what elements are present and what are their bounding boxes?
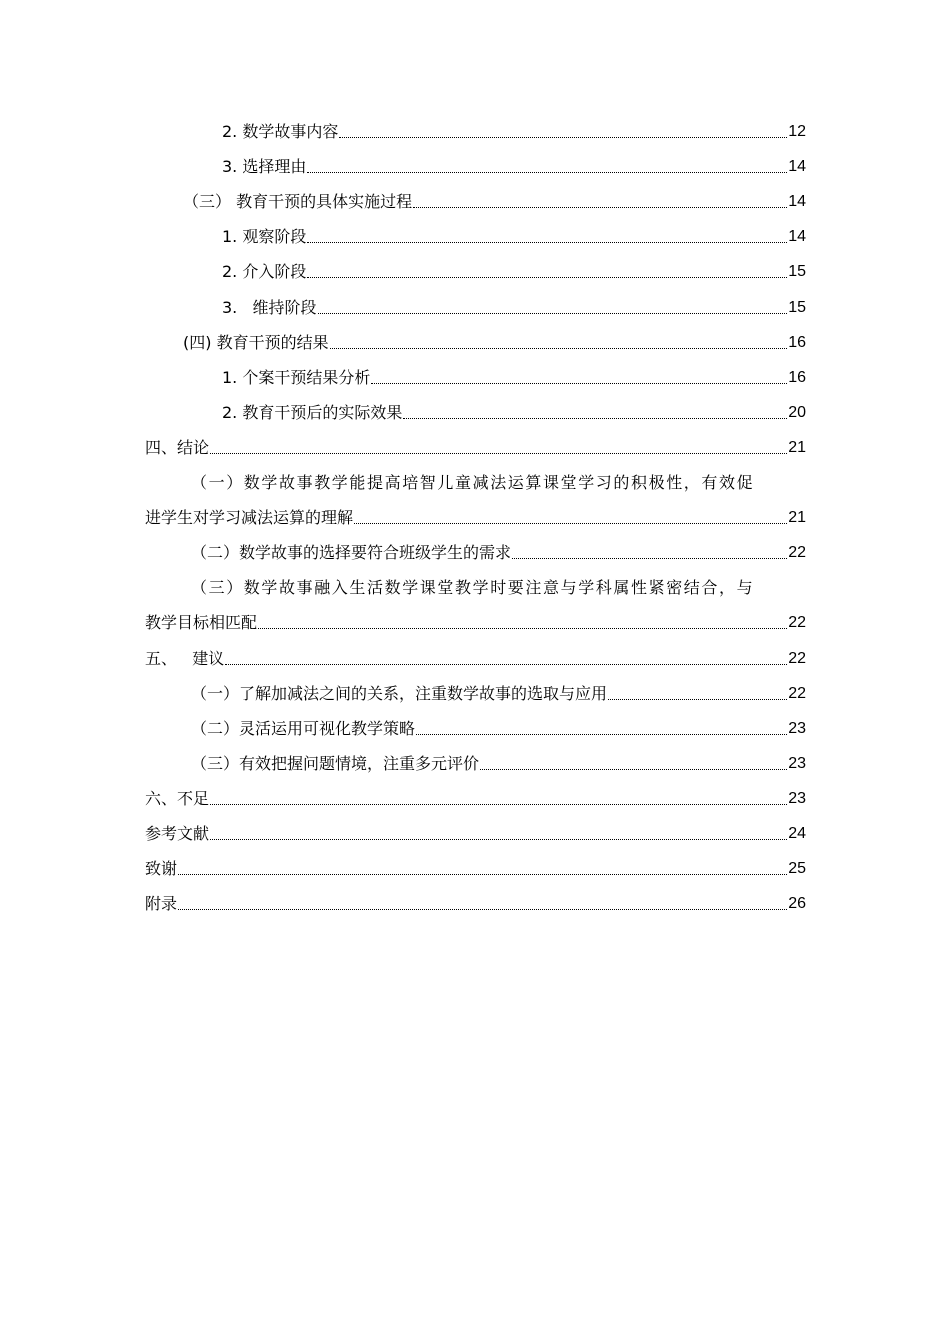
- dot-leader: [318, 313, 788, 314]
- dot-leader: [608, 699, 787, 700]
- toc-page-number: 25: [788, 860, 806, 878]
- toc-entry-label: (四) 教育干预的结果: [183, 332, 329, 352]
- toc-page-number: 15: [788, 263, 806, 281]
- dot-leader: [307, 277, 787, 278]
- toc-page-number: 23: [788, 789, 806, 807]
- toc-entry[interactable]: [145, 535, 806, 570]
- toc-page-number: 22: [788, 684, 806, 702]
- toc-page-number: 21: [788, 509, 806, 527]
- toc-page-number: 20: [788, 403, 806, 421]
- toc-entry-label: （三）有效把握问题情境，注重多元评价: [191, 753, 480, 773]
- toc-entry[interactable]: [145, 114, 806, 149]
- toc-entry[interactable]: [145, 640, 806, 675]
- dot-leader: [258, 628, 787, 629]
- toc-entry-label: 2. 介入阶段: [222, 262, 307, 282]
- toc-entry[interactable]: [145, 289, 806, 324]
- toc-page-number: 22: [788, 614, 806, 632]
- toc-entry[interactable]: [145, 851, 806, 886]
- toc-entry[interactable]: [145, 605, 806, 640]
- toc-entry-label: （一）数学故事教学能提高培智儿童减法运算课堂学习的积极性，有效促: [191, 472, 755, 492]
- toc-entry[interactable]: [145, 816, 806, 851]
- dot-leader: [210, 453, 787, 454]
- dot-leader: [480, 769, 787, 770]
- dot-leader: [413, 207, 787, 208]
- toc-entry-label: 六、不足: [145, 788, 210, 808]
- table-of-contents: [145, 114, 806, 921]
- toc-entry[interactable]: [145, 746, 806, 781]
- toc-page-number: 22: [788, 544, 806, 562]
- toc-entry-label: 2. 数学故事内容: [222, 122, 339, 142]
- toc-entry-wrapped-line[interactable]: [145, 570, 806, 605]
- dot-leader: [307, 172, 787, 173]
- toc-page-number: 23: [788, 754, 806, 772]
- toc-page-number: 22: [788, 649, 806, 667]
- toc-page-number: 26: [788, 895, 806, 913]
- dot-leader: [339, 137, 787, 138]
- dot-leader: [354, 523, 787, 524]
- toc-page-number: 23: [788, 719, 806, 737]
- toc-entry-label: （三）数学故事融入生活数学课堂教学时要注意与学科属性紧密结合，与: [191, 578, 755, 598]
- toc-entry-label: 3. 维持阶段: [222, 297, 317, 317]
- toc-page-number: 12: [788, 123, 806, 141]
- dot-leader: [178, 874, 787, 875]
- toc-page-number: 16: [788, 333, 806, 351]
- toc-page-number: 16: [788, 368, 806, 386]
- toc-entry[interactable]: [145, 149, 806, 184]
- dot-leader: [178, 909, 787, 910]
- toc-page-number: 14: [788, 228, 806, 246]
- toc-entry-label: 五、 建议: [145, 648, 225, 668]
- dot-leader: [210, 804, 787, 805]
- dot-leader: [512, 558, 787, 559]
- dot-leader: [371, 383, 787, 384]
- toc-entry-label: 参考文献: [145, 823, 210, 843]
- toc-entry-label: 3. 选择理由: [222, 157, 307, 177]
- toc-entry[interactable]: [145, 711, 806, 746]
- toc-page-number: 15: [788, 298, 806, 316]
- dot-leader: [330, 348, 788, 349]
- toc-entry[interactable]: [145, 430, 806, 465]
- toc-entry-label: 1. 个案干预结果分析: [222, 367, 371, 387]
- toc-page-number: 14: [788, 193, 806, 211]
- toc-entry-wrapped-line[interactable]: [145, 465, 806, 500]
- toc-entry-label: 致谢: [145, 859, 178, 879]
- dot-leader: [210, 839, 787, 840]
- toc-entry-label: 附录: [145, 894, 178, 914]
- toc-entry-label: （二）数学故事的选择要符合班级学生的需求: [191, 543, 512, 563]
- toc-entry-label: 四、结论: [145, 437, 210, 457]
- toc-entry[interactable]: [145, 360, 806, 395]
- toc-entry-label: （三） 教育干预的具体实施过程: [183, 192, 413, 212]
- toc-entry[interactable]: [145, 219, 806, 254]
- toc-entry[interactable]: [145, 325, 806, 360]
- dot-leader: [225, 664, 787, 665]
- toc-entry[interactable]: [145, 254, 806, 289]
- dot-leader: [416, 734, 787, 735]
- toc-entry[interactable]: [145, 184, 806, 219]
- toc-page-number: 24: [788, 824, 806, 842]
- dot-leader: [307, 242, 787, 243]
- toc-entry-label: 1. 观察阶段: [222, 227, 307, 247]
- toc-entry[interactable]: [145, 395, 806, 430]
- toc-page-number: 21: [788, 438, 806, 456]
- toc-entry[interactable]: [145, 676, 806, 711]
- toc-entry-label: （一）了解加减法之间的关系，注重数学故事的选取与应用: [191, 683, 608, 703]
- toc-entry[interactable]: [145, 500, 806, 535]
- toc-entry-label: 教学目标相匹配: [145, 613, 258, 633]
- dot-leader: [403, 418, 787, 419]
- toc-entry[interactable]: [145, 886, 806, 921]
- toc-entry[interactable]: [145, 781, 806, 816]
- toc-page-number: 14: [788, 158, 806, 176]
- toc-entry-label: 2. 教育干预后的实际效果: [222, 402, 403, 422]
- toc-entry-label: 进学生对学习减法运算的理解: [145, 508, 354, 528]
- toc-entry-label: （二）灵活运用可视化教学策略: [191, 718, 416, 738]
